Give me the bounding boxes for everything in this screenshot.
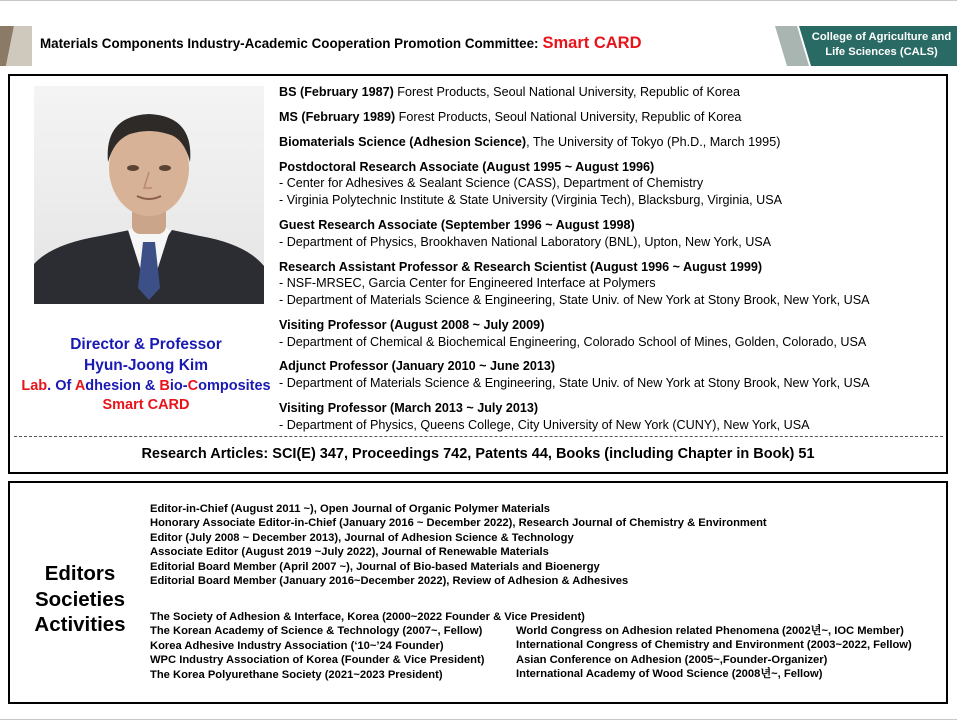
cv-entry-head: Visiting Professor (March 2013 ~ July 2013) [279, 401, 539, 416]
activities-heading [20, 561, 140, 638]
editor-item: Associate Editor (August 2019 ~July 2022), Journal of Renewable Materials [150, 546, 549, 559]
header-highlight: Smart CARD [542, 34, 642, 52]
cv-entry-line: - Virginia Polytechnic Institute & State University (Virginia Tech), Blacksburg, Virginia, USA [279, 193, 783, 208]
lab-part: Lab [21, 378, 48, 394]
society-item: The Korean Academy of Science & Technology (2007~, Fellow) [150, 625, 483, 638]
dashed-divider [14, 436, 943, 437]
lab-part: . Of [47, 378, 75, 394]
editor-list [150, 502, 767, 588]
cv-entry-head: BS (February 1987) [279, 85, 394, 99]
cv-entry [279, 358, 949, 391]
person-role: Director & Professor [70, 336, 222, 353]
cv-entry-text: Forest Products, Seoul National University, Republic of Korea [395, 109, 742, 124]
cv-entry [279, 259, 949, 309]
header-title [40, 34, 642, 53]
editor-item: Editor (July 2008 ~ December 2013), Journal of Adhesion Science & Technology [150, 531, 574, 544]
lab-part: io- [169, 378, 188, 394]
cv-entry-head: Guest Research Associate (September 1996 ~ August 1998) [279, 217, 635, 232]
cv-entry-text: Forest Products, Seoul National University, Republic of Korea [393, 85, 741, 99]
cv-entry [279, 317, 949, 350]
profile-panel [8, 74, 948, 474]
lab-part: B [159, 378, 170, 394]
cv-entry [279, 400, 949, 433]
cv-entry [279, 159, 949, 209]
bottom-divider [0, 719, 957, 720]
activities-panel [8, 481, 948, 704]
lab-part: C [187, 378, 199, 394]
portrait-photo-icon [34, 86, 264, 304]
lab-part: A [74, 378, 86, 394]
lab-name [10, 376, 282, 396]
heading-line: Activities [34, 613, 126, 636]
editor-item: Editorial Board Member (January 2016~December 2022), Review of Adhesion & Adhesives [150, 575, 629, 588]
heading-line: Editors [44, 562, 116, 585]
cv-entry-line: - NSF-MRSEC, Garcia Center for Engineered Interface at Polymers [279, 276, 656, 291]
society-item: International Congress of Chemistry and Environment (2003~2022, Fellow) [516, 639, 912, 652]
cv-entry-line: - Department of Physics, Brookhaven National Laboratory (BNL), Upton, New York, USA [279, 234, 772, 249]
editor-item: Honorary Associate Editor-in-Chief (January 2016 ~ December 2022), Research Journal of Chemistry & Environment [150, 517, 767, 530]
cv-entry-line: - Center for Adhesives & Sealant Science (CASS), Department of Chemistry [279, 176, 704, 191]
cv-entry [279, 109, 949, 126]
society-item: World Congress on Adhesion related Phenomena (2002년~, IOC Member) [516, 625, 904, 637]
cv-entry-line: - Department of Materials Science & Engineering, State Univ. of New York at Stony Brook, New York, USA [279, 292, 870, 307]
society-item: Korea Adhesive Industry Association (‘10~’24 Founder) [150, 639, 444, 652]
lab-part: omposites [198, 378, 271, 394]
cv-entry-head: Research Assistant Professor & Research Scientist (August 1996 ~ August 1999) [279, 259, 763, 274]
cv-entry-head: Biomaterials Science (Adhesion Science) [279, 134, 527, 149]
society-item: WPC Industry Association of Korea (Founder & Vice President) [150, 654, 485, 667]
smart-card-label: Smart CARD [102, 397, 190, 413]
top-divider [0, 0, 957, 1]
editor-item: Editor-in-Chief (August 2011 ~), Open Journal of Organic Polymer Materials [150, 503, 551, 515]
society-list-right [516, 624, 912, 682]
cv-entry-text: , The University of Tokyo (Ph.D., March 1995) [526, 134, 781, 149]
cv-entry-head: Postdoctoral Research Associate (August 1995 ~ August 1996) [279, 159, 655, 174]
cv-list [279, 84, 949, 433]
profile-photo [34, 86, 264, 304]
society-item: The Korea Polyurethane Society (2021~2023 President) [150, 668, 443, 681]
person-name: Hyun-Joong Kim [84, 357, 208, 374]
cv-entry-line: - Department of Chemical & Biochemical Engineering, Colorado School of Mines, Golden, Colorado, USA [279, 334, 867, 349]
header-accent-shape [0, 26, 32, 66]
society-item: Asian Conference on Adhesion (2005~,Founder-Organizer) [516, 653, 828, 666]
cv-entry [279, 134, 949, 151]
college-label: College of Agriculture and Life Sciences (CALS) [811, 31, 952, 58]
cv-entry [279, 217, 949, 250]
cv-entry [279, 84, 949, 101]
cv-entry-head: Visiting Professor (August 2008 ~ July 2009) [279, 317, 545, 332]
society-item: International Academy of Wood Science (2008년~, Fellow) [516, 668, 823, 681]
cv-entry-head: Adjunct Professor (January 2010 ~ June 2013) [279, 359, 556, 374]
lab-part: dhesion & [85, 378, 160, 394]
research-summary: Research Articles: SCI(E) 347, Proceedings 742, Patents 44, Books (including Chapter in Book) 51 [141, 446, 815, 462]
header-title-text: Materials Components Industry-Academic Cooperation Promotion Committee: [40, 36, 539, 51]
person-info [10, 334, 282, 414]
editor-item: Editorial Board Member (April 2007 ~), Journal of Bio-based Materials and Bioenergy [150, 560, 600, 573]
cv-entry-line: - Department of Physics, Queens College, City University of New York (CUNY), New York, USA [279, 417, 810, 432]
cv-entry-line: - Department of Materials Science & Engineering, State Univ. of New York at Stony Brook, New York, USA [279, 376, 870, 391]
cv-entry-head: MS (February 1989) [279, 109, 396, 124]
heading-line: Societies [34, 587, 126, 611]
society-item: The Society of Adhesion & Interface, Korea (2000~2022 Founder & Vice President) [150, 611, 585, 623]
